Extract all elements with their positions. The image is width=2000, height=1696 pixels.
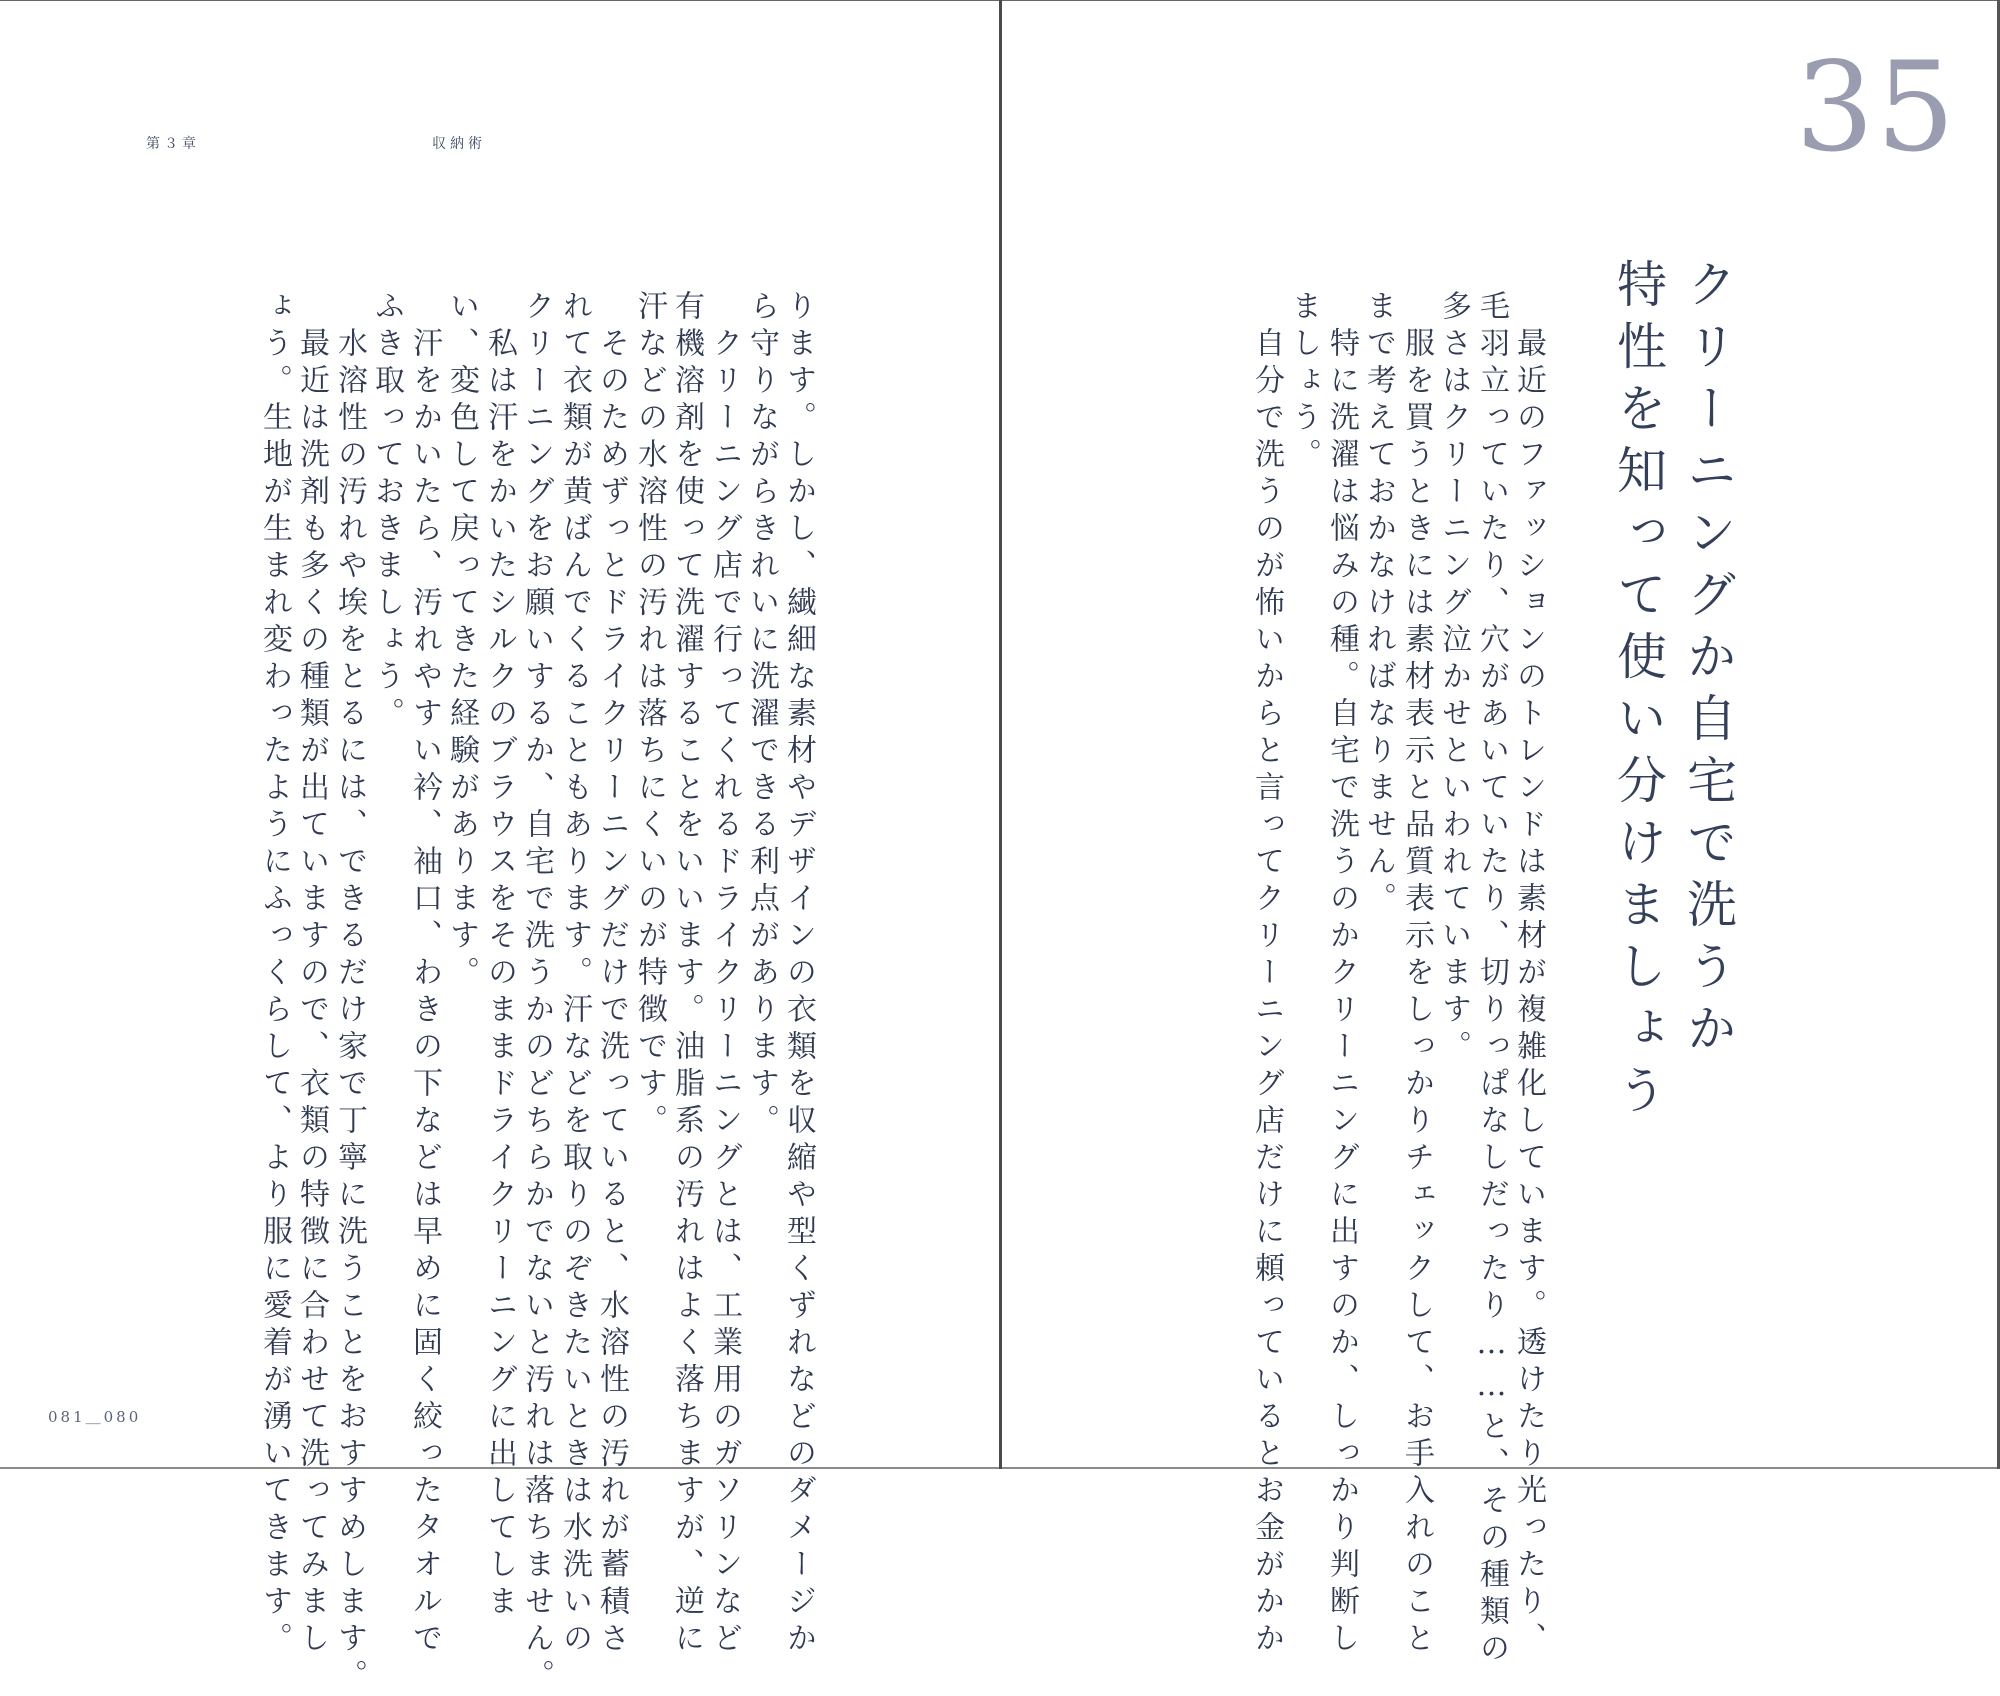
body-column: クリーニング店で行ってくれるドライクリーニングとは、工業用のガソリンなど [707,290,742,1659]
body-column: 有機溶剤を使って洗濯することをいいます。油脂系の汚れはよく落ちますが、逆に [669,290,704,1659]
body-column: 服を買うときには素材表示と品質表示をしっかりチェックして、お手入れのこと [1399,290,1434,1659]
body-column: ら守りながらきれいに洗濯できる利点があります。 [744,290,779,1141]
body-column: 多さはクリーニング泣かせといわれています。 [1436,290,1471,1067]
right-page [1002,0,1997,1669]
page-folio: 081＿080 [48,1408,142,1426]
body-column: 私は汗をかいたシルクのブラウスをそのままドライクリーニングに出してしま [482,290,517,1622]
body-column: ましょう。 [1286,290,1321,475]
body-column: ょう。生地が生まれ変わったようにふっくらして、より服に愛着が湧いてきます。 [257,290,292,1659]
body-column: 最近のファッションのトレンドは素材が複雑化しています。透けたり光ったり、 [1511,290,1546,1659]
title-line-1: クリーニングか自宅で洗うか [1679,258,1737,1064]
body-column: れて衣類が黄ばんでくることもあります。汗などを取りのぞきたいときは水洗いの [557,290,592,1659]
body-column: 毛羽立っていたり、穴があいていたり、切りっぱなしだったり……と、その種類の [1474,290,1509,1669]
body-column: クリーニングをお願いするか、自宅で洗うかのどちらかでないと汚れは落ちません。 [519,290,554,1696]
body-column: まで考えておかなければなりません。 [1361,290,1396,919]
body-column: い、変色して戻ってきた経験があります。 [444,290,479,993]
item-number: 35 [1795,36,1957,180]
body-column: 最近は洗剤も多くの種類が出ていますので、衣類の特徴に合わせて洗ってみまし [294,290,329,1659]
body-column: そのためずっとドライクリーニングだけで洗っていると、水溶性の汚れが蓄積さ [594,290,629,1659]
body-column: ふき取っておきましょう。 [369,290,404,734]
body-column: 特に洗濯は悩みの種。自宅で洗うのかクリーニングに出すのか、しっかり判断し [1324,290,1359,1659]
body-column: 汗などの水溶性の汚れは落ちにくいのが特徴です。 [632,290,667,1141]
section-label: 収納術 [432,136,486,152]
title-line-2: 特性を知って使い分けましょう [1609,258,1667,1126]
chapter-label: 第３章 [146,136,200,152]
body-column: ります。しかし、繊細な素材やデザインの衣類を収縮や型くずれなどのダメージか [781,290,816,1659]
body-column: 水溶性の汚れや埃をとるには、できるだけ家で丁寧に洗うことをおすすめします。 [332,290,367,1696]
body-column: 自分で洗うのが怖いからと言ってクリーニング店だけに頼っているとお金がかか [1249,290,1284,1659]
body-column: 汗をかいたら、汚れやすい衿、袖口、わきの下などは早めに固く絞ったタオルで [407,290,442,1659]
left-page [0,0,999,1696]
